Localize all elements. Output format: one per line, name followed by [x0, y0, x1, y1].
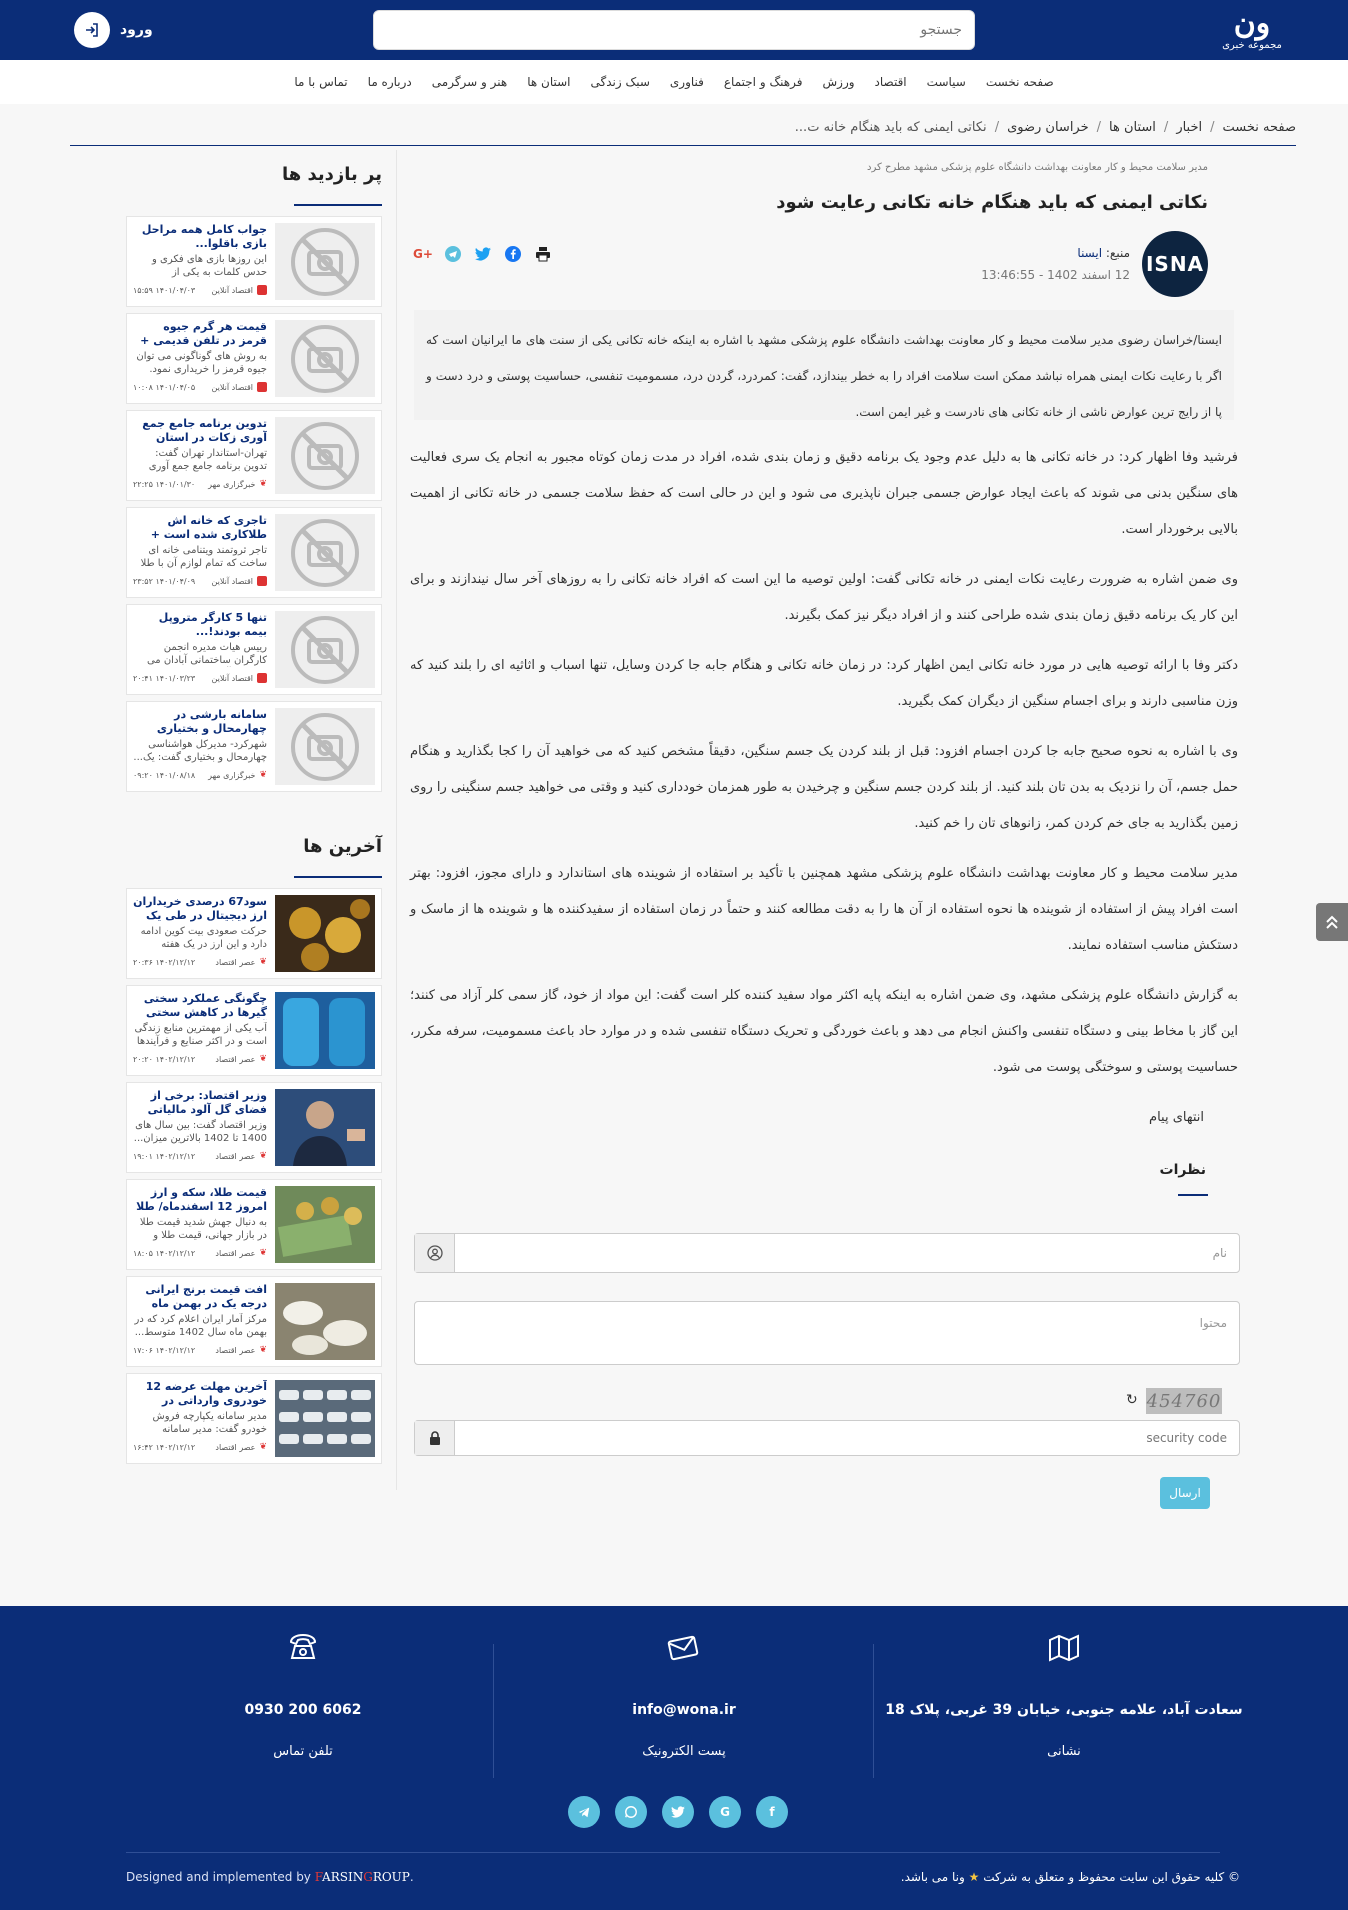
news-thumbnail[interactable]: [275, 1089, 375, 1166]
article-end: انتهای پیام: [1149, 1110, 1204, 1125]
user-icon: [415, 1234, 455, 1272]
news-card-source: عصر اقتصاد: [215, 1345, 256, 1355]
designer-brand[interactable]: [315, 1870, 410, 1884]
breadcrumb-separator: /: [1210, 120, 1215, 135]
footer-address-label: نشانی: [1047, 1744, 1081, 1759]
news-card-date: ۱۴۰۲/۱۲/۱۲ ۱۸:۰۵: [133, 1248, 196, 1258]
news-card-excerpt: مدیر سامانه یکپارچه فروش خودرو گفت: مدیر سامانه: [152, 1411, 267, 1435]
envelope-icon: [664, 1628, 704, 1668]
nav-item-technology[interactable]: فناوری: [669, 75, 704, 89]
news-card-excerpt: مرکز آمار ایران اعلام کرد که در بهمن ماه سال 1402 متوسط...: [134, 1314, 267, 1338]
news-card-meta: [133, 957, 267, 967]
comments-heading: نظرات: [1159, 1162, 1206, 1178]
news-card-excerpt: رییس هیات مدیره انجمن کارگران ساختمانی آبادان می: [146, 642, 267, 666]
article-paragraph: وی ضمن اشاره به ضرورت رعایت نکات ایمنی در خانه تکانی گفت: اولین توصیه ما این است که افراد خانه تکانی را به روزهای آخر سال نیندازند و برای این کار یک برنامه دقیق زمان بندی شده طراحی کنند و از افراد دیگر نیز کمک بگیرند.: [410, 572, 1238, 623]
news-card-meta: [133, 1442, 267, 1452]
breadcrumb-khorasan[interactable]: خراسان رضوی: [1007, 120, 1089, 135]
source-badge-icon: ❦: [259, 1345, 267, 1355]
news-card-title[interactable]: سود67 درصدی خریداران ارز دیجیتال در طی یک: [133, 895, 267, 922]
breadcrumb-separator: /: [1163, 120, 1169, 135]
news-card-source: عصر اقتصاد: [215, 957, 256, 967]
article-body: [410, 440, 1238, 1100]
phone-icon: [283, 1628, 323, 1668]
article-paragraph: به گزارش دانشگاه علوم پزشکی مشهد، وی ضمن اشاره به اینکه پایه اکثر مواد سفید کننده کلر است گفت: این مواد از خود، گاز سمی کلر آزاد می کنند؛ این گاز با مخاط بینی و دستگاه تنفسی واکنش انجام می دهد و باعث خوردگی و تحریک دستگاه تنفسی شده و در موارد حاد باعث مسمومیت، سرفه مکرر، حساسیت پوستی و سوختگی پوست می شود.: [410, 988, 1238, 1075]
site-logo[interactable]: [1212, 8, 1292, 54]
news-card-meta: [133, 1248, 267, 1258]
facebook-icon[interactable]: f: [756, 1796, 788, 1828]
google-icon[interactable]: G: [709, 1796, 741, 1828]
news-card-date: ۱۴۰۲/۱۲/۱۲ ۱۹:۰۱: [133, 1151, 196, 1161]
telegram-icon[interactable]: [444, 245, 462, 263]
breadcrumb-home[interactable]: صفحه نخست: [1222, 120, 1296, 135]
footer-phone: [113, 1606, 493, 1796]
news-card-meta: [133, 1151, 267, 1161]
source-badge-icon: ❦: [259, 1054, 267, 1064]
news-card-title[interactable]: قیمت هر گرم جیوه قرمز در تلفن قدیمی +: [140, 320, 267, 347]
news-card[interactable]: [126, 216, 382, 307]
latest-section-header: [126, 822, 382, 878]
news-card-title[interactable]: تنها 5 کارگر متروپل بیمه بودند!...: [158, 611, 267, 638]
news-card-source: عصر اقتصاد: [215, 1442, 256, 1452]
source-badge-icon: [257, 673, 267, 683]
breadcrumb-divider: [70, 145, 1296, 146]
print-icon[interactable]: [534, 245, 552, 263]
heading-underline: [294, 204, 382, 206]
breadcrumb-separator: /: [1096, 120, 1102, 135]
nav-item-art[interactable]: هنر و سرگرمی: [431, 75, 508, 89]
nav-item-about[interactable]: درباره ما: [367, 75, 412, 89]
source-badge-icon: [257, 576, 267, 586]
copyright-text: © کلیه حقوق این سایت محفوظ و متعلق به شرکت: [983, 1870, 1240, 1884]
latest-heading: آخرین ها: [303, 836, 382, 857]
news-card[interactable]: [126, 507, 382, 598]
nav-item-lifestyle[interactable]: سبک زندگی: [590, 75, 650, 89]
footer-email: [494, 1606, 874, 1796]
twitter-icon[interactable]: [662, 1796, 694, 1828]
news-thumbnail[interactable]: [275, 1283, 375, 1360]
main-nav: [0, 60, 1348, 104]
breadcrumb: [795, 120, 1296, 135]
source-badge-icon: ❦: [259, 1248, 267, 1258]
news-card-source: عصر اقتصاد: [215, 1054, 256, 1064]
no-image-icon[interactable]: [275, 611, 375, 688]
news-card-source: عصر اقتصاد: [215, 1151, 256, 1161]
source-logo: ISNA: [1142, 231, 1208, 297]
news-card-excerpt: به دنبال جهش شدید قیمت طلا در بازار جهانی، قیمت طلا و: [139, 1217, 267, 1241]
submit-comment-button[interactable]: ارسال: [1160, 1477, 1210, 1509]
news-card-date: ۱۴۰۲/۱۲/۱۲ ۱۷:۰۶: [133, 1345, 196, 1355]
captcha-image: 454760: [1146, 1388, 1222, 1414]
news-card-excerpt: آب یکی از مهمترین منابع زندگی است و در اکثر صنایع و فرآیندها: [134, 1023, 267, 1047]
news-card-excerpt: به روش های گوناگونی می توان جیوه قرمز را خریداری نمود.: [136, 351, 267, 375]
source-badge-icon: ❦: [259, 1442, 267, 1452]
news-card-meta: [133, 673, 267, 683]
scroll-to-top-button[interactable]: [1316, 903, 1348, 941]
logo-subtitle: مجموعه خبری: [1222, 40, 1282, 51]
popular-list: [126, 216, 382, 792]
news-card-date: ۱۴۰۲/۱۲/۱۲ ۱۶:۴۲: [133, 1442, 196, 1452]
map-icon: [1044, 1628, 1084, 1668]
google-plus-icon[interactable]: G+: [413, 247, 433, 261]
breadcrumb-provinces[interactable]: استان ها: [1109, 120, 1156, 135]
news-card-meta: [133, 479, 267, 489]
news-card-meta: [133, 1054, 267, 1064]
news-card-meta: [133, 285, 267, 295]
news-card-date: ۱۴۰۱/۰۴/۰۵ ۱۰:۰۸: [133, 382, 196, 392]
news-card-source: اقتصاد آنلاین: [211, 382, 253, 392]
news-card-date: ۱۴۰۱/۰۱/۳۰ ۲۲:۲۵: [133, 479, 196, 489]
news-card[interactable]: [126, 1276, 382, 1367]
news-card[interactable]: [126, 1082, 382, 1173]
news-card-source: خبرگزاری مهر: [208, 479, 256, 489]
telegram-icon[interactable]: [568, 1796, 600, 1828]
news-card[interactable]: [126, 985, 382, 1076]
nav-item-sports[interactable]: ورزش: [822, 75, 855, 89]
source-badge-icon: ❦: [259, 479, 267, 489]
news-card-excerpt: وزیر اقتصاد گفت: بین سال های 1400 تا 1402 بالاترین میزان...: [133, 1120, 267, 1144]
news-card-title[interactable]: وزیر اقتصاد: برخی از فضای گل آلود مالیاتی: [147, 1089, 267, 1116]
brand-letter: G: [363, 1870, 373, 1884]
footer-phone-value[interactable]: 0930 200 6062: [244, 1702, 362, 1718]
designer-credit: [126, 1870, 414, 1884]
security-placeholder: security code: [1146, 1431, 1227, 1445]
login-label: ورود: [120, 22, 153, 38]
nav-item-culture[interactable]: فرهنگ و اجتماع: [723, 75, 803, 89]
refresh-captcha-icon[interactable]: ↻: [1126, 1392, 1138, 1408]
news-thumbnail[interactable]: [275, 1380, 375, 1457]
source-label: منبع:: [1105, 246, 1130, 260]
facebook-icon[interactable]: [504, 245, 522, 263]
nav-item-politics[interactable]: سیاست: [926, 75, 966, 89]
news-card-title[interactable]: افت قیمت برنج ایرانی درجه یک در بهمن ماه: [145, 1283, 267, 1310]
news-card[interactable]: [126, 313, 382, 404]
news-card-source: اقتصاد آنلاین: [211, 576, 253, 586]
brand-dot: .: [409, 1870, 414, 1884]
lock-icon: [415, 1421, 455, 1455]
news-card-date: ۱۴۰۱/۰۳/۲۳ ۲۰:۴۱: [133, 673, 196, 683]
footer-address: [874, 1606, 1254, 1796]
latest-list: [126, 888, 382, 1464]
article-paragraph: مدیر سلامت محیط و کار معاونت بهداشت دانشگاه علوم پزشکی مشهد همچنین با تأکید بر استفاده از شوینده های استاندارد و دارای مجوز، افزود: بهتر است افراد پیش از استفاده از شوینده ها نحوه استفاده از آن ها را به دقت مطالعه کنند و حتماً در زمان استفاده از سفیدکننده ها و شوینده ها از ماسک و دستکش مناسب استفاده نمایند.: [410, 866, 1238, 953]
comments-heading-underline: [1178, 1194, 1208, 1196]
news-thumbnail[interactable]: [275, 992, 375, 1069]
source-badge-icon: ❦: [259, 770, 267, 780]
source-badge-icon: ❦: [259, 1151, 267, 1161]
article-paragraph: دکتر وفا با ارائه توصیه هایی در مورد خانه تکانی ایمن اظهار کرد: در زمان خانه تکانی و هنگام جابه جا کردن وسایل، تنها اسباب و اثاثیه ای را بلند کنید که وزن مناسبی دارند و برای اجسام سنگین از دیگران کمک بگیرید.: [410, 658, 1238, 709]
no-image-icon[interactable]: [275, 514, 375, 591]
news-card-title[interactable]: تدوین برنامه جامع جمع آوری زکات در استان: [142, 417, 267, 444]
footer-divider-line: [126, 1852, 1220, 1853]
login-icon: [74, 12, 110, 48]
news-card[interactable]: [126, 410, 382, 501]
news-card[interactable]: [126, 701, 382, 792]
whatsapp-icon[interactable]: [615, 1796, 647, 1828]
footer-email-value[interactable]: info@wona.ir: [632, 1702, 736, 1718]
news-card-title[interactable]: چگونگی عملکرد سختی گیرها در کاهش سختی: [143, 992, 267, 1019]
news-card-source: عصر اقتصاد: [215, 1248, 256, 1258]
copyright: [901, 1870, 1240, 1884]
top-header: [0, 0, 1348, 60]
source-badge-icon: [257, 382, 267, 392]
article-lead: ایسنا/خراسان رضوی مدیر سلامت محیط و کار معاونت بهداشت دانشگاه علوم پزشکی مشهد با اشاره به اینکه خانه تکانی یکی از سنت های ما ایرانیان است که اگر با رعایت نکات ایمنی همراه نباشد ممکن است سلامت افراد را به خطر بیندازد، گفت: کمردرد، گردن درد، مسمومیت تنفسی، حساسیت پوستی و درد دست و پا از رایج ترین عوارض ناشی از خانه تکانی های نادرست و غیر ایمن است.: [414, 310, 1234, 420]
login-button[interactable]: [74, 12, 153, 48]
news-card-source: اقتصاد آنلاین: [211, 285, 253, 295]
logo-mark: ون: [1233, 6, 1271, 41]
news-card-source: اقتصاد آنلاین: [211, 673, 253, 683]
news-card-meta: [133, 382, 267, 392]
copyright-suffix: ونا می باشد.: [900, 1870, 965, 1884]
news-card-excerpt: تاجر ثروتمند ویتنامی خانه ای ساخت که تمام لوازم آن با طلا: [140, 545, 267, 569]
no-image-icon[interactable]: [275, 223, 375, 300]
twitter-icon[interactable]: [474, 245, 492, 263]
breadcrumb-current: نکاتی ایمنی که باید هنگام خانه ت...: [794, 120, 987, 135]
news-card-title[interactable]: تاجری که خانه اش طلاکاری شده است +: [150, 514, 267, 541]
news-card-title[interactable]: جواب کامل همه مراحل بازی باقلوا...: [141, 223, 267, 250]
no-image-icon[interactable]: [275, 320, 375, 397]
article-lead-line: مدیر سلامت محیط و کار معاونت بهداشت دانشگاه علوم پزشکی مشهد مطرح کرد: [867, 162, 1208, 173]
star-icon: ★: [968, 1870, 980, 1884]
news-card-title[interactable]: سامانه بارشی در چهارمحال و بختیاری: [156, 708, 267, 735]
news-card-excerpt: شهرکرد- مدیرکل هواشناسی چهارمحال و بختیاری گفت: یک...: [133, 739, 267, 763]
source-badge-icon: [257, 285, 267, 295]
news-card[interactable]: [126, 1179, 382, 1270]
nav-item-economy[interactable]: اقتصاد: [874, 75, 907, 89]
no-image-icon[interactable]: [275, 417, 375, 494]
popular-heading: پر بازدید ها: [281, 164, 382, 185]
footer: [0, 1606, 1348, 1910]
news-card-title[interactable]: آخرین مهلت عرضه 12 خودروی وارداتی در: [145, 1380, 267, 1407]
name-placeholder: نام: [1212, 1246, 1227, 1260]
content-placeholder: محتوا: [1199, 1316, 1227, 1330]
news-thumbnail[interactable]: [275, 1186, 375, 1263]
nav-item-home[interactable]: صفحه نخست: [985, 75, 1054, 89]
footer-phone-label: تلفن تماس: [273, 1744, 333, 1759]
comment-content-field[interactable]: [414, 1301, 1240, 1365]
brand-letter: F: [314, 1870, 323, 1884]
source-name[interactable]: ایسنا: [1077, 246, 1103, 260]
news-card[interactable]: [126, 888, 382, 979]
article-paragraph: وی با اشاره به نحوه صحیح جابه جا کردن اجسام افزود: قبل از بلند کردن یک جسم سنگین، دقیقاً مشخص کنید که می خواهید آن را کجا بگذارید و هنگام حمل جسم، آن را نزدیک به بدن تان بلند کنید. از بلند کردن جسم سنگین و چرخیدن به طور همزمان خودداری کنید و وقتی می خواهید جسم سنگینی را روی زمین بگذارید به جای خم کردن کمر، زانوهای تان را خم کنید.: [410, 744, 1238, 831]
sidebar: [126, 150, 382, 1470]
popular-section-header: [126, 150, 382, 206]
breadcrumb-news[interactable]: اخبار: [1176, 120, 1203, 135]
footer-email-label: پست الکترونیک: [642, 1744, 726, 1759]
news-thumbnail[interactable]: [275, 895, 375, 972]
news-card-meta: [133, 770, 267, 780]
source-line: [1077, 246, 1130, 260]
news-card-excerpt: تهران-استاندار تهران گفت: تدوین برنامه جامع جمع آوری: [148, 448, 267, 472]
article-date: 12 اسفند 1402 - 13:46:55: [981, 268, 1130, 282]
news-card-date: ۱۴۰۲/۱۲/۱۲ ۲۰:۲۰: [133, 1054, 196, 1064]
search-input[interactable]: [373, 10, 975, 50]
news-card-source: خبرگزاری مهر: [208, 770, 256, 780]
news-card-date: ۱۴۰۲/۱۲/۱۲ ۲۰:۳۶: [133, 957, 196, 967]
article-paragraph: فرشید وفا اظهار کرد: در خانه تکانی ها به دلیل عدم وجود یک برنامه دقیق و زمان بندی شده، افراد در مدت زمان کوتاه مجبور به انجام یک سری فعالیت های سنگین بدنی می شوند که باعث ایجاد عوارض جسمی جبران ناپذیری می شود و این در حالی است که حفظ سلامت جسمی در خانه تکانی از اهمیت بالایی برخوردار است.: [410, 450, 1238, 537]
breadcrumb-separator: /: [994, 120, 1000, 135]
news-card[interactable]: [126, 604, 382, 695]
designer-label: Designed and implemented by: [126, 1870, 311, 1884]
news-card-date: ۱۴۰۱/۰۴/۰۹ ۲۳:۵۲: [133, 576, 196, 586]
share-bar: [414, 245, 552, 263]
nav-item-contact[interactable]: تماس با ما: [294, 75, 348, 89]
comment-name-field[interactable]: [414, 1233, 1240, 1273]
news-card-date: ۱۴۰۱/۰۴/۰۳ ۱۵:۵۹: [133, 285, 196, 295]
news-card-date: ۱۴۰۱/۰۸/۱۸ ۰۹:۲۰: [133, 770, 196, 780]
column-divider: [396, 150, 397, 1490]
nav-item-provinces[interactable]: استان ها: [527, 75, 571, 89]
news-card-title[interactable]: قیمت طلا، سکه و ارز امروز 12 اسفندماه/ طلا: [136, 1186, 267, 1213]
heading-underline: [294, 876, 382, 878]
security-code-field[interactable]: [414, 1420, 1240, 1456]
news-card-excerpt: این روزها بازی های فکری و حدس کلمات به یکی از: [152, 254, 267, 278]
source-badge-icon: ❦: [259, 957, 267, 967]
news-card[interactable]: [126, 1373, 382, 1464]
brand-part: ARSIN: [322, 1870, 364, 1884]
news-card-excerpt: حرکت صعودی بیت کوین ادامه دارد و این ارز در یک هفته: [140, 926, 267, 950]
no-image-icon[interactable]: [275, 708, 375, 785]
social-links: [568, 1796, 788, 1828]
brand-part: ROUP: [372, 1870, 410, 1884]
article-title: نکاتی ایمنی که باید هنگام خانه تکانی رعایت شود: [776, 192, 1208, 213]
news-card-meta: [133, 576, 267, 586]
footer-address-value: سعادت آباد، علامه جنوبی، خیابان 39 غربی، پلاک 18: [885, 1702, 1243, 1718]
news-card-meta: [133, 1345, 267, 1355]
